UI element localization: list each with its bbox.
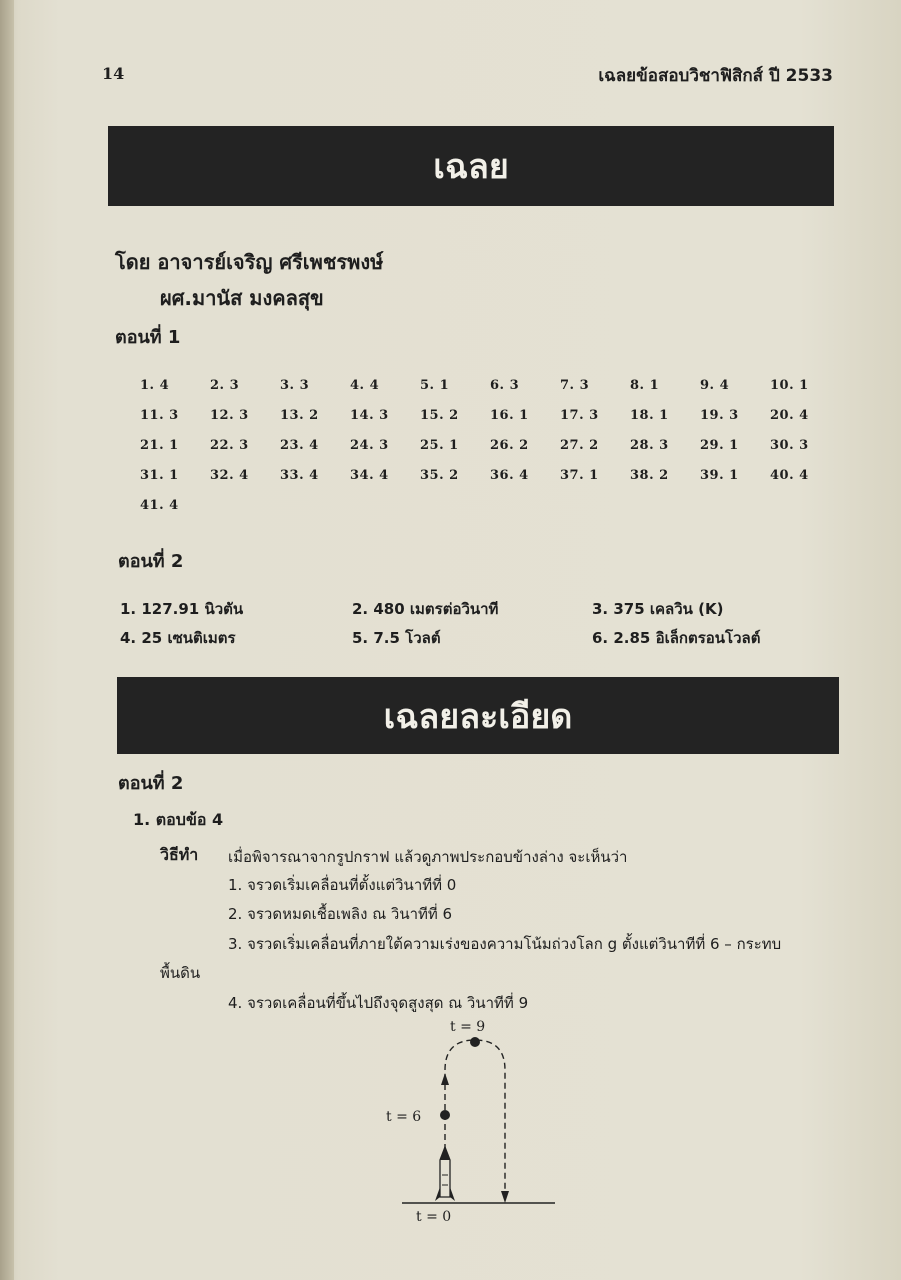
answer-banner: เฉลย (108, 126, 834, 206)
answer-cell: 10. 1 (770, 377, 809, 393)
label-t0: t = 0 (416, 1209, 452, 1225)
author-line-2: ผศ.มานัส มงคลสุข (160, 286, 324, 310)
label-t6: t = 6 (386, 1109, 422, 1125)
answer-cell: 18. 1 (630, 407, 669, 423)
answer-cell: 38. 2 (630, 467, 669, 483)
answer-cell: 29. 1 (700, 437, 739, 453)
down-arrow-icon (501, 1191, 509, 1203)
rocket-icon (435, 1147, 455, 1201)
answer-cell: 30. 3 (770, 437, 809, 453)
question-1-answer: 1. ตอบข้อ 4 (133, 810, 224, 829)
answer-row (140, 490, 840, 520)
answer-cell: 22. 3 (210, 437, 249, 453)
answer-row (140, 460, 840, 490)
part2-answer-5: 5. 7.5 โวลต์ (352, 629, 441, 647)
page-number: 14 (102, 64, 125, 83)
answer-cell: 40. 4 (770, 467, 809, 483)
answer-cell: 12. 3 (210, 407, 249, 423)
step-3: 3. จรวดเริ่มเคลื่อนที่ภายใต้ความเร่งของความโน้มถ่วงโลก g ตั้งแต่วินาทีที่ 6 – กระทบ (228, 935, 782, 953)
answer-cell: 14. 3 (350, 407, 389, 423)
answer-cell: 41. 4 (140, 497, 179, 513)
answer-cell: 33. 4 (280, 467, 319, 483)
answer-cell: 39. 1 (700, 467, 739, 483)
answer-cell: 34. 4 (350, 467, 389, 483)
method-label: วิธีทำ (160, 845, 199, 864)
answer-cell: 11. 3 (140, 407, 179, 423)
step-3-continued: พื้นดิน (160, 964, 201, 982)
answer-cell: 36. 4 (490, 467, 529, 483)
answer-cell: 35. 2 (420, 467, 459, 483)
burnout-point (440, 1110, 450, 1120)
answer-cell: 23. 4 (280, 437, 319, 453)
step-2: 2. จรวดหมดเชื้อเพลิง ณ วินาทีที่ 6 (228, 905, 453, 923)
part2-answer-1: 1. 127.91 นิวตัน (120, 600, 244, 618)
answer-row (140, 430, 840, 460)
answer-cell: 31. 1 (140, 467, 179, 483)
detailed-answer-banner: เฉลยละเอียด (117, 677, 839, 754)
up-arrow-icon (441, 1073, 449, 1085)
answer-cell: 16. 1 (490, 407, 529, 423)
answer-cell: 1. 4 (140, 377, 170, 393)
rocket-trajectory-diagram (380, 1015, 580, 1230)
answer-cell: 25. 1 (420, 437, 459, 453)
author-line-1: โดย อาจารย์เจริญ ศรีเพชรพงษ์ (115, 250, 384, 274)
answer-cell: 27. 2 (560, 437, 599, 453)
part2-answer-4: 4. 25 เซนติเมตร (120, 629, 236, 647)
answer-cell: 7. 3 (560, 377, 590, 393)
step-1: 1. จรวดเริ่มเคลื่อนที่ตั้งแต่วินาทีที่ 0 (228, 876, 457, 894)
apex-point (470, 1037, 480, 1047)
answer-cell: 19. 3 (700, 407, 739, 423)
answer-cell: 6. 3 (490, 377, 520, 393)
running-header: เฉลยข้อสอบวิชาฟิสิกส์ ปี 2533 (598, 66, 833, 86)
answer-row (140, 370, 840, 400)
method-intro: เมื่อพิจารณาจากรูปกราฟ แล้วดูภาพประกอบข้างล่าง จะเห็นว่า (228, 848, 628, 866)
step-4: 4. จรวดเคลื่อนที่ขึ้นไปถึงจุดสูงสุด ณ วินาทีที่ 9 (228, 994, 529, 1012)
answer-cell: 5. 1 (420, 377, 450, 393)
answer-cell: 13. 2 (280, 407, 319, 423)
answer-cell: 21. 1 (140, 437, 179, 453)
trajectory-path (445, 1040, 505, 1200)
answer-cell: 8. 1 (630, 377, 660, 393)
part2-answer-3: 3. 375 เคลวิน (K) (592, 600, 724, 618)
part1-heading: ตอนที่ 1 (115, 327, 181, 348)
part2-answer-6: 6. 2.85 อิเล็กตรอนโวลต์ (592, 629, 761, 647)
detail-part2-heading: ตอนที่ 2 (118, 773, 184, 794)
answer-cell: 32. 4 (210, 467, 249, 483)
answer-cell: 15. 2 (420, 407, 459, 423)
answer-cell: 37. 1 (560, 467, 599, 483)
part2-answer-2: 2. 480 เมตรต่อวินาที (352, 600, 499, 618)
label-t9: t = 9 (450, 1019, 486, 1035)
book-binding (0, 0, 14, 1280)
answer-cell: 17. 3 (560, 407, 599, 423)
answer-cell: 26. 2 (490, 437, 529, 453)
part2-heading: ตอนที่ 2 (118, 551, 184, 572)
answer-cell: 9. 4 (700, 377, 730, 393)
answer-cell: 28. 3 (630, 437, 669, 453)
answer-cell: 24. 3 (350, 437, 389, 453)
answer-cell: 4. 4 (350, 377, 380, 393)
answer-cell: 3. 3 (280, 377, 310, 393)
part1-answer-grid (140, 370, 840, 520)
answer-cell: 20. 4 (770, 407, 809, 423)
answer-cell: 2. 3 (210, 377, 240, 393)
answer-row (140, 400, 840, 430)
